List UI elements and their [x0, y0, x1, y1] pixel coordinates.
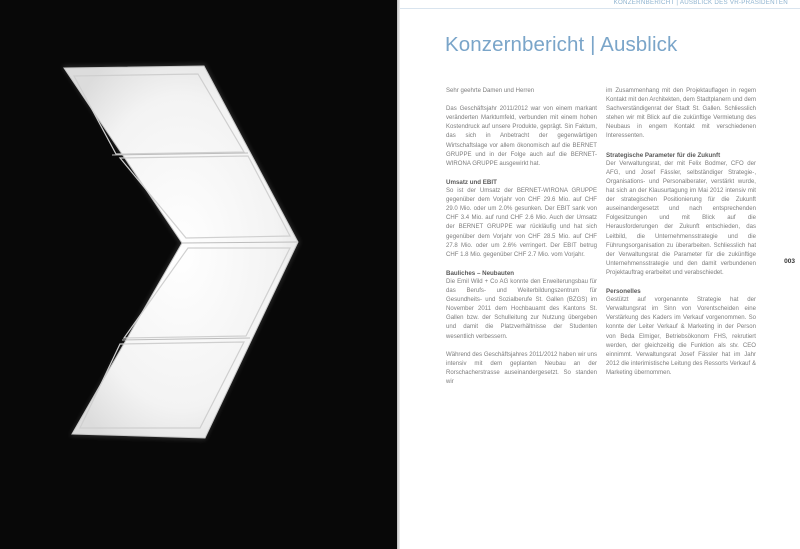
chevron-panel-photo [0, 0, 397, 549]
body-paragraph: Der Verwaltungsrat, der mit Felix Bodmer, CFO der AFG, und Josef Fässler, selbständiger Strategie-, Organisations- und Personalberater, verstärkt wurde, hat sich an der Klausurtagung im Mai 2012 intensiv mit der strategischen Positionierung für die Zukunft auseinandergesetzt und nach entsprechenden Folgesitzungen und mit Blick auf die Herausforderungen der Zukunft entschieden, das Leitbild, die Unternehmensstrategie und die Führungsorganisation zu überarbeiten. Schliesslich hat der Verwaltungsrat die Parameter für die zukünftige Unternehmensstrategie und den damit verbundenen Projektauftrag erarbeitet und verabschiedet. [606, 160, 756, 276]
running-header: KONZERNBERICHT | AUSBLICK DES VR-PRÄSIDENTEN [613, 0, 788, 6]
text-column-2 [606, 87, 756, 387]
page-title: Konzernbericht | Ausblick [445, 33, 678, 56]
section-heading: Bauliches – Neubauten [446, 269, 515, 277]
text-column-1 [446, 87, 597, 396]
left-page-photo [0, 0, 397, 549]
header-rule [400, 8, 800, 9]
intro-paragraph: Das Geschäftsjahr 2011/2012 war von einem markant veränderten Marktumfeld, verbunden mit einem hohen Kostendruck auf unsere Produkte, geprägt. Sin Faktum, das sich in Anbetracht der gegenwärtigen Wirtschaftslage vor allem ökonomisch auf die BERNET GRUPPE und in der Folge auch auf die BERNET-WIRONA GRUPPE ausgewirkt hat. [446, 106, 597, 167]
body-paragraph: Während des Geschäftsjahres 2011/2012 haben wir uns intensiv mit dem geplanten Neubau an der Rorschacherstrasse auseinandergesetzt. So standen wir [446, 351, 597, 385]
body-paragraph: So ist der Umsatz der BERNET-WIRONA GRUPPE gegenüber dem Vorjahr von CHF 29.6 Mio. auf CHF 29.0 Mio. oder um 2.0% gesunken. Der EBIT sank von CHF 3.4 Mio. auf rund CHF 2.6 Mio. Auch der Umsatz der BERNET GRUPPE war rückläufig und hat sich gegenüber dem Vorjahr von CHF 28.5 Mio. auf CHF 27.8 Mio. oder um 2.6% verringert. Der EBIT betrug CHF 1.8 Mio. gegenüber CHF 2.7 Mio. vom Vorjahr. [446, 188, 597, 258]
section-heading: Umsatz und EBIT [446, 178, 497, 186]
body-paragraph: Gestützt auf vorgenannte Strategie hat der Verwaltungsrat im Sinn von Vorentscheiden eine Verstärkung des Kaders im Verkauf vorgenommen. So konnte der Leiter Verkauf & Marketing in der Person von Beda Elmiger, Betriebsökonom FHS, rekrutiert werden, der gleichzeitig die Funktion als stv. CEO einnimmt. Verwaltungsrat Josef Fässler hat im Jahr 2012 die interimistische Leitung des Ressorts Verkauf & Marketing übernommen. [606, 297, 756, 376]
body-paragraph: im Zusammenhang mit den Projektauflagen in regem Kontakt mit den Architekten, dem Stadtplanern und dem Sachverständigenrat der Stadt St. Gallen. Schliesslich stehen wir mit Blick auf die zukünftige Vermietung des Neubaus in engem Kontakt mit verschiedenen Interessenten. [606, 88, 756, 140]
salutation: Sehr geehrte Damen und Herren [446, 88, 535, 94]
right-page [400, 0, 800, 549]
body-paragraph: Die Emil Wild + Co AG konnte den Erweiterungsbau für das Berufs- und Weiterbildungszentrum für Gesundheits- und Sozialberufe St. Gallen (BZGS) im November 2011 dem Hochbauamt des Kantons St. Gallen bzw. der Schulleitung zur Nutzung übergeben und damit die Platzverhältnisse der Studenten wesentlich verbessern. [446, 278, 597, 340]
section-heading: Personelles [606, 288, 641, 296]
page-number: 003 [784, 258, 795, 265]
section-heading: Strategische Parameter für die Zukunft [606, 151, 721, 159]
